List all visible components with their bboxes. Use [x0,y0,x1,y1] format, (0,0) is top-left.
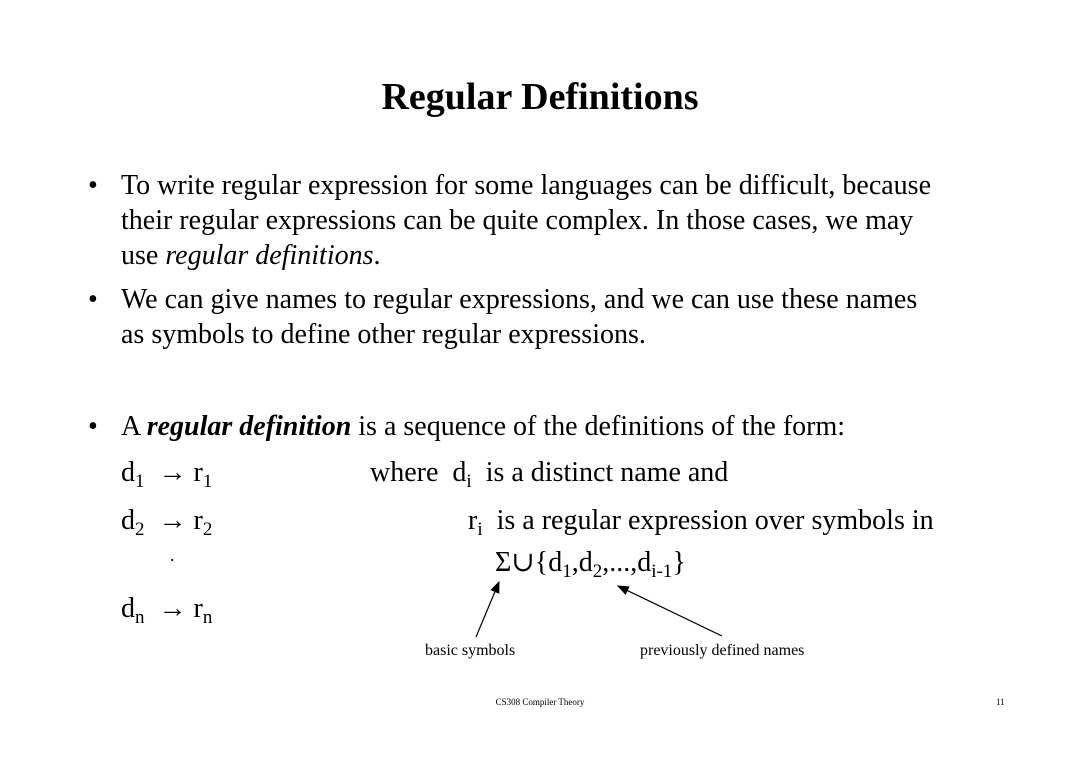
def-sub: i [477,519,483,540]
def-r: r [193,505,203,536]
def-sub: n [135,607,145,628]
arrow-icon: → [158,457,187,488]
annotation-basic-symbols: basic symbols [425,642,516,659]
bullet1-line3-pre: use [121,240,166,271]
bullet3-emphasis: regular definition [146,411,352,442]
basic-symbols-arrow [476,582,499,637]
annotation-previous-names: previously defined names [640,642,805,659]
bullet1-line1: To write regular expression for some languages can be difficult, because [121,170,932,201]
def-sub: i-1 [651,561,673,582]
def-sub: 1 [202,471,213,492]
bullet1-emphasis: regular definitions [165,240,374,271]
def-r: r [468,505,478,536]
bullet2-line2: as symbols to define other regular expressions. [121,319,646,350]
def-sub: 1 [135,471,145,492]
bullet3-pre: A [121,411,147,442]
bullet1-line2: their regular expressions can be quite complex. In those cases, we may [121,205,914,236]
def-sub: 2 [202,519,213,540]
slide-title: Regular Definitions [381,76,699,118]
bullet-marker: • [88,284,98,315]
def-sub: 1 [562,561,572,582]
desc-regular-expression: is a regular expression over symbols in [496,505,934,536]
where-word: where [370,457,439,488]
sigma-pre: Σ∪{d [495,547,563,578]
arrow-icon: → [158,505,187,536]
slide-footer: CS308 Compiler Theory [495,697,585,707]
def-r: r [193,457,203,488]
page-number: 11 [996,697,1005,707]
def-sub: n [202,607,213,628]
bullet1-line3-post: . [373,240,381,271]
def-sub: i [466,471,472,492]
sigma-close: } [672,547,686,578]
bullet-marker: • [88,411,98,442]
bullet-marker: • [88,170,98,201]
sigma-mid: ,d [571,547,593,578]
def-sub: 2 [592,561,603,582]
def-r: r [193,593,203,624]
def-d: d [121,593,135,624]
previous-names-arrow [618,586,722,636]
sigma-mid: ,...,d [602,547,652,578]
ellipsis-dot: . [170,545,175,565]
bullet3-post: is a sequence of the definitions of the form: [351,411,846,442]
def-d: d [121,457,135,488]
def-sub: 2 [135,519,145,540]
def-d: d [121,505,135,536]
def-d: d [452,457,467,488]
desc-distinct-name: is a distinct name and [485,457,729,488]
arrow-icon: → [158,593,187,624]
bullet2-line1: We can give names to regular expressions, and we can use these names [121,284,918,315]
